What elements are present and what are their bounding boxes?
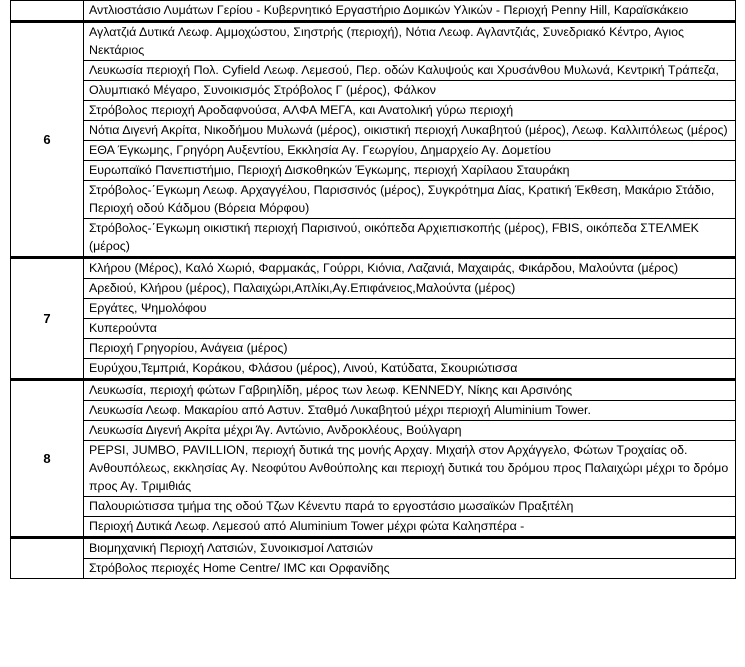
- table-row: [11, 22, 736, 61]
- table-row: [11, 359, 736, 380]
- table-row: [11, 401, 736, 421]
- area-description-cell: Λευκωσία Διγενή Ακρίτα μέχρι Άγ. Αντώνιο, Ανδροκλέους, Βούλγαρη: [84, 421, 736, 441]
- table-row: [11, 339, 736, 359]
- table-row: [11, 279, 736, 299]
- area-description-cell: Ευρωπαϊκό Πανεπιστήμιο, Περιοχή Δισκοθηκών Έγκωμης, περιοχή Χαρίλαου Σταυράκη: [84, 161, 736, 181]
- table-row: [11, 441, 736, 497]
- outage-areas-table: [10, 0, 736, 579]
- area-description-cell: Αρεδιού, Κλήρου (μέρος), Παλαιχώρι,Απλίκι,Αγ.Επιφάνειος,Μαλούντα (μέρος): [84, 279, 736, 299]
- table-row: [11, 121, 736, 141]
- table-row: [11, 517, 736, 538]
- group-number-cell: [11, 1, 84, 22]
- area-description-cell: ΕΘΑ Έγκωμης, Γρηγόρη Αυξεντίου, Εκκλησία Αγ. Γεωργίου, Δημαρχείο Αγ. Δομετίου: [84, 141, 736, 161]
- table-row: [11, 1, 736, 22]
- area-description-cell: Ευρύχου,Τεμπριά, Κοράκου, Φλάσου (μέρος), Λινού, Κατύδατα, Σκουριώτισσα: [84, 359, 736, 380]
- table-row: [11, 559, 736, 579]
- area-description-cell: Στρόβολος-΄Εγκωμη Λεωφ. Αρχαγγέλου, Παρισσινός (μέρος), Συγκρότημα Δίας, Κρατική Έκθεση, Μακάριο Στάδιο, Περιοχή οδού Κάδμου (Βόρεια Μόρφου): [84, 181, 736, 219]
- area-description-cell: Βιομηχανική Περιοχή Λατσιών, Συνοικισμοί Λατσιών: [84, 538, 736, 559]
- area-description-cell: Εργάτες, Ψημολόφου: [84, 299, 736, 319]
- area-description-cell: Αγλατζιά Δυτικά Λεωφ. Αμμοχώστου, Σιηστρής (περιοχή), Νότια Λεωφ. Αγλαντζιάς, Συνεδριακό Κέντρο, Αγιος Νεκτάριος: [84, 22, 736, 61]
- area-description-cell: Στρόβολος περιοχή Αροδαφνούσα, ΑΛΦΑ ΜΕΓΑ, και Ανατολική γύρω περιοχή: [84, 101, 736, 121]
- group-number-cell: 7: [11, 258, 84, 380]
- group-number-cell: [11, 538, 84, 579]
- table-row: [11, 219, 736, 258]
- document-page: [10, 0, 735, 579]
- area-description-cell: Κλήρου (Μέρος), Καλό Χωριό, Φαρμακάς, Γούρρι, Κιόνια, Λαζανιά, Μαχαιράς, Φικάρδου, Μαλούντα (μέρος): [84, 258, 736, 279]
- area-description-cell: Λευκωσία Λεωφ. Μακαρίου από Αστυν. Σταθμό Λυκαβητού μέχρι περιοχή Aluminium Tower.: [84, 401, 736, 421]
- area-description-cell: Παλουριώτισσα τμήμα της οδού Τζων Κένεντυ παρά το εργοστάσιο μωσαϊκών Πραξιτέλη: [84, 497, 736, 517]
- area-description-cell: Κυπερούντα: [84, 319, 736, 339]
- area-description-cell: Στρόβολος-΄Εγκωμη οικιστική περιοχή Παρισινού, οικόπεδα Αρχιεπισκοπής (μέρος), FBIS, οικόπεδα ΣΤΕΛΜΕΚ (μέρος): [84, 219, 736, 258]
- area-description-cell: PEPSI, JUMBO, PAVILLION, περιοχή δυτικά της μονής Αρχαγ. Μιχαήλ στον Αρχάγγελο, Φώτων Τροχαίας οδ. Ανθουπόλεως, εκκλησίας Αγ. Νεοφύτου Ανθούπολης και περιοχή δυτικά του δρόμου προς Παλαιχώρι μέχρι το δρόμο προς Αγ. Τριμιθιάς: [84, 441, 736, 497]
- table-row: [11, 421, 736, 441]
- area-description-cell: Περιοχή Δυτικά Λεωφ. Λεμεσού από Aluminium Tower μέχρι φώτα Καλησπέρα -: [84, 517, 736, 538]
- area-description-cell: Λευκωσία περιοχή Πολ. Cyfield Λεωφ. Λεμεσού, Περ. οδών Καλυψούς και Χρυσάνθου Μυλωνά, Κεντρική Τράπεζα,: [84, 61, 736, 81]
- table-row: [11, 497, 736, 517]
- table-row: [11, 161, 736, 181]
- outage-areas-body: [11, 1, 736, 579]
- area-description-cell: Στρόβολος περιοχές Home Centre/ IMC και Ορφανίδης: [84, 559, 736, 579]
- table-row: [11, 380, 736, 401]
- table-row: [11, 258, 736, 279]
- table-row: [11, 141, 736, 161]
- group-number-cell: 8: [11, 380, 84, 538]
- table-row: [11, 181, 736, 219]
- table-row: [11, 299, 736, 319]
- area-description-cell: Νότια Διγενή Ακρίτα, Νικοδήμου Μυλωνά (μέρος), οικιστική περιοχή Λυκαβητού (μέρος), Λεωφ. Καλλιπόλεως (μέρος): [84, 121, 736, 141]
- table-row: [11, 81, 736, 101]
- area-description-cell: Αντλιοστάσιο Λυμάτων Γερίου - Κυβερνητικό Εργαστήριο Δομικών Υλικών - Περιοχή Penny Hill, Καραϊσκάκειο: [84, 1, 736, 22]
- table-row: [11, 538, 736, 559]
- area-description-cell: Περιοχή Γρηγορίου, Ανάγεια (μέρος): [84, 339, 736, 359]
- group-number-cell: 6: [11, 22, 84, 258]
- area-description-cell: Ολυμπιακό Μέγαρο, Συνοικισμός Στρόβολος Γ (μέρος), Φάλκον: [84, 81, 736, 101]
- table-row: [11, 101, 736, 121]
- table-row: [11, 61, 736, 81]
- table-row: [11, 319, 736, 339]
- area-description-cell: Λευκωσία, περιοχή φώτων Γαβριηλίδη, μέρος των λεωφ. KENNEDY, Νίκης και Αρσινόης: [84, 380, 736, 401]
